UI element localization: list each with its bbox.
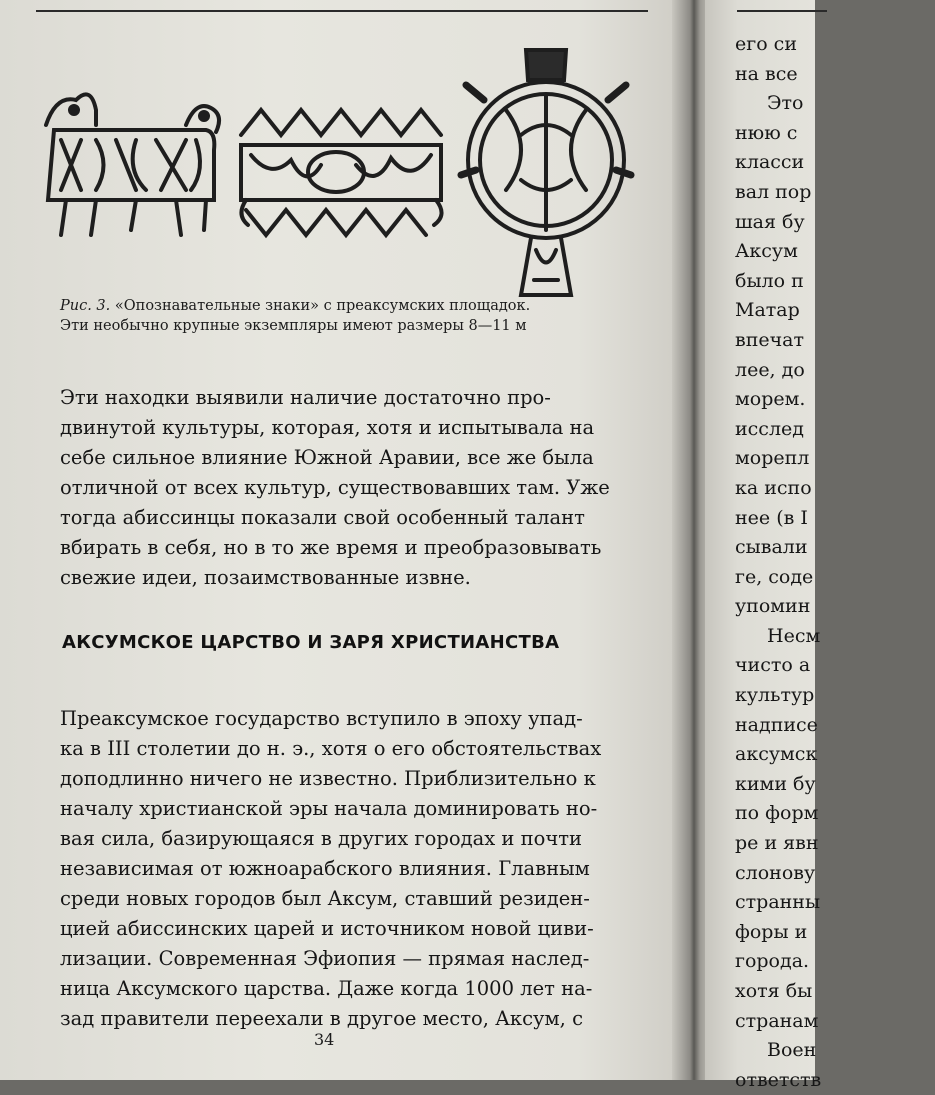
right-page-line: ре и явн — [735, 832, 819, 855]
right-page-line: шая бу — [735, 210, 805, 233]
paragraph-line: себе сильное влияние Южной Аравии, все же была — [60, 446, 594, 469]
right-page-line: слонову — [735, 861, 816, 884]
right-page-line: нее (в I — [735, 506, 808, 529]
right-page-line: форы и — [735, 920, 808, 943]
right-page-line: нюю с — [735, 121, 798, 144]
right-page-line: по форм — [735, 802, 819, 825]
sign-one — [46, 94, 219, 235]
caption-line-2: Эти необычно крупные экземпляры имеют размеры 8—11 м — [60, 318, 527, 334]
figure-identification-marks — [36, 40, 636, 300]
right-page-line: лее, до — [735, 358, 805, 381]
right-page-line: сывали — [735, 536, 808, 559]
right-page-line: морепл — [735, 447, 810, 470]
right-page-line: ответств — [735, 1068, 822, 1091]
figure-caption — [60, 296, 650, 336]
right-page-line: на все — [735, 62, 798, 85]
right-page-line: странам — [735, 1009, 819, 1032]
right-page-line: класси — [735, 151, 805, 174]
right-page-text — [735, 30, 935, 1095]
top-rule — [36, 10, 648, 12]
paragraph-line: вая сила, базирующаяся в других городах и почти — [60, 827, 583, 850]
right-page — [705, 0, 822, 1091]
right-page-line: города. — [735, 950, 810, 973]
right-page-line: упомин — [735, 595, 811, 618]
sign-two — [241, 110, 442, 235]
paragraph-line: тогда абиссинцы показали свой особенный талант — [60, 506, 585, 529]
paragraph-line: цией абиссинских царей и источником новой циви- — [60, 917, 594, 940]
paragraph-line: доподлинно ничего не известно. Приблизительно к — [60, 767, 596, 790]
paragraph-line: ка в III столетии до н. э., хотя о его обстоятельствах — [60, 737, 602, 760]
page-number: 34 — [314, 1030, 335, 1049]
right-page-line: Воен — [767, 1039, 817, 1062]
caption-label: Рис. 3. — [60, 298, 111, 314]
right-page-line: хотя бы — [735, 980, 813, 1002]
paragraph-line: ница Аксумского царства. Даже когда 1000 лет на- — [60, 977, 593, 1000]
paragraph-aksum — [60, 704, 648, 1034]
paragraph-line: вбирать в себя, но в то же время и преобразовывать — [60, 536, 602, 559]
section-heading: АКСУМСКОЕ ЦАРСТВО И ЗАРЯ ХРИСТИАНСТВА — [62, 632, 560, 653]
paragraph-line: свежие идеи, позаимствованные извне. — [60, 566, 471, 589]
right-page-line: Аксум — [735, 240, 798, 263]
right-page-line: странны — [735, 891, 821, 914]
paragraph-line: Преаксумское государство вступило в эпоху упад- — [60, 707, 583, 730]
right-page-line: культур — [735, 684, 815, 707]
paragraph-line: независимая от южноарабского влияния. Главным — [60, 857, 590, 880]
right-page-line: чисто а — [735, 654, 811, 677]
right-page-line: было п — [735, 269, 804, 292]
paragraph-line: лизации. Современная Эфиопия — прямая наслед- — [60, 947, 590, 970]
right-page-line: Это — [767, 92, 804, 115]
right-page-line: исслед — [735, 417, 804, 440]
paragraph-line: Эти находки выявили наличие достаточно про- — [60, 386, 551, 409]
right-page-line: впечат — [735, 328, 805, 351]
right-page-line: морем. — [735, 388, 806, 411]
right-page-line: аксумск — [735, 743, 818, 766]
sign-three — [461, 50, 631, 295]
paragraph-findings — [60, 383, 648, 593]
right-page-line: вал пор — [735, 180, 812, 203]
paragraph-line: двинутой культуры, которая, хотя и испытывала на — [60, 416, 595, 439]
right-page-line: Матар — [735, 299, 800, 322]
right-top-rule — [737, 10, 827, 12]
right-page-line: ге, соде — [735, 565, 814, 588]
right-page-line: Несм — [767, 624, 821, 647]
paragraph-line: зад правители переехали в другое место, Аксум, с — [60, 1007, 583, 1030]
right-page-line: его си — [735, 33, 797, 55]
paragraph-line: среди новых городов был Аксум, ставший резиден- — [60, 887, 590, 910]
caption-line-1: «Опознавательные знаки» с преаксумских площадок. — [114, 298, 531, 314]
right-page-line: кими бу — [735, 772, 816, 795]
right-page-line: ка испо — [735, 476, 812, 499]
paragraph-line: отличной от всех культур, существовавших там. Уже — [60, 476, 610, 499]
paragraph-line: началу христианской эры начала доминировать но- — [60, 797, 598, 820]
right-page-line: надписе — [735, 713, 818, 736]
